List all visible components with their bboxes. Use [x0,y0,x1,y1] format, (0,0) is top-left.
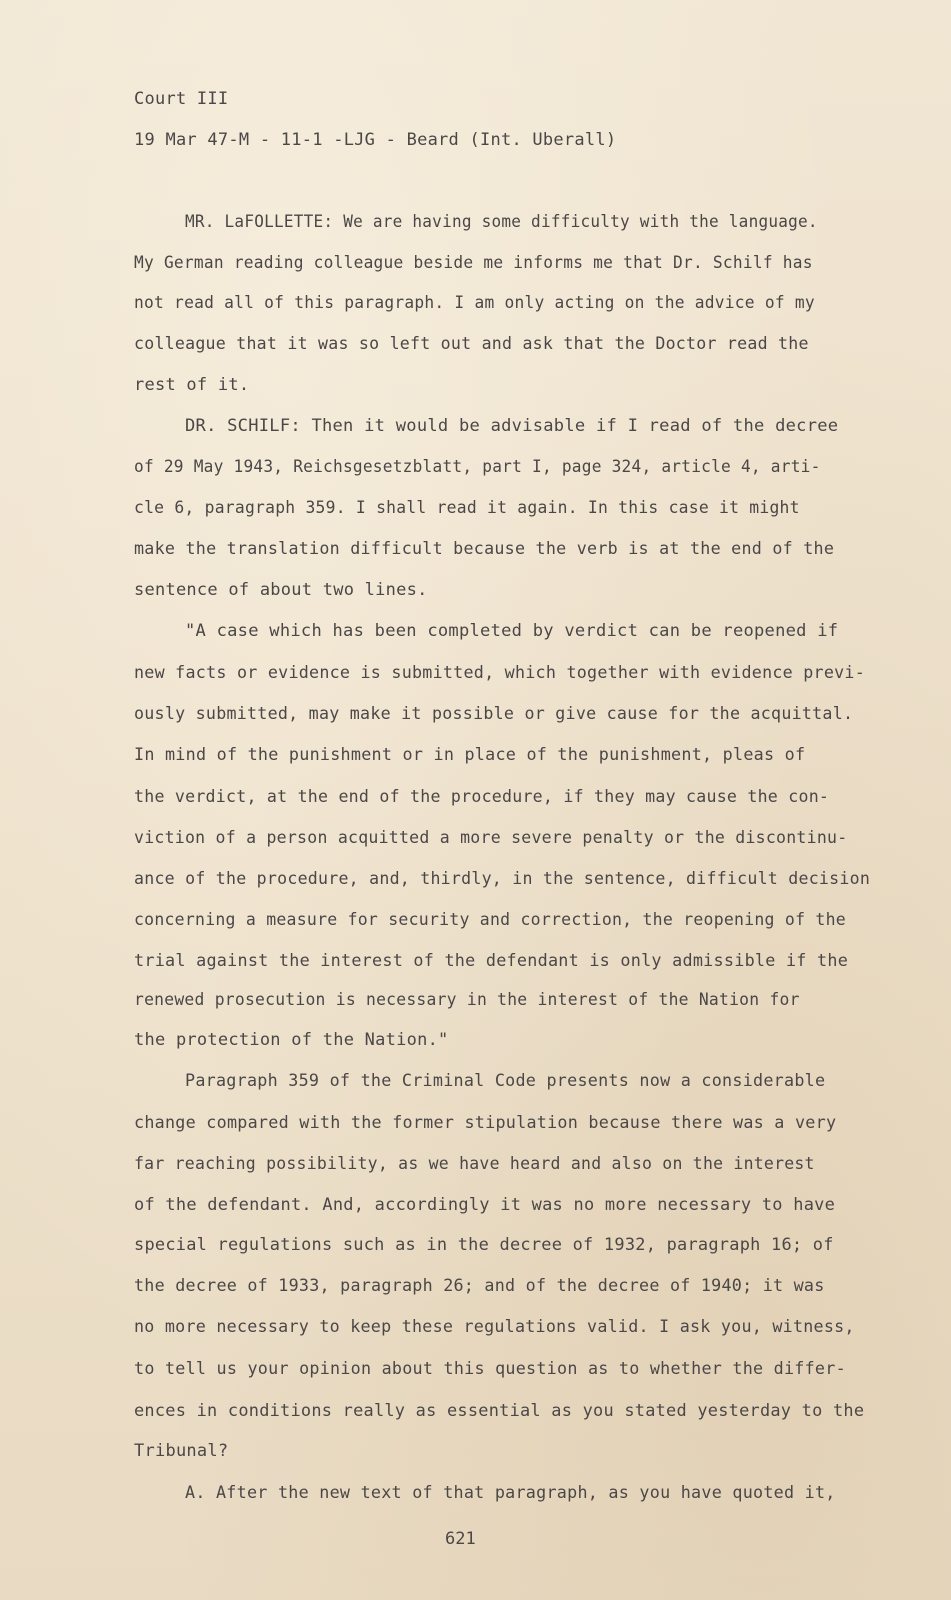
text-line: to tell us your opinion about this question as to whether the differ- [134,1359,846,1379]
text-line: cle 6, paragraph 359. I shall read it again. In this case it might [134,498,800,518]
text-line: A. After the new text of that paragraph, as you have quoted it, [185,1483,836,1503]
text-line: renewed prosecution is necessary in the interest of the Nation for [134,990,800,1010]
text-line: ance of the procedure, and, thirdly, in the sentence, difficult decision [134,869,871,889]
text-line: change compared with the former stipulation because there was a very [134,1113,837,1133]
text-line: no more necessary to keep these regulations valid. I ask you, witness, [134,1317,855,1337]
text-line: "A case which has been completed by verdict can be reopened if [185,621,839,641]
text-line: ously submitted, may make it possible or give cause for the acquittal. [134,704,854,724]
text-line: sentence of about two lines. [134,580,428,600]
text-line: colleague that it was so left out and ask that the Doctor read the [134,334,809,354]
text-line: special regulations such as in the decree of 1932, paragraph 16; of [134,1235,834,1255]
text-line: the decree of 1933, paragraph 26; and of the decree of 1940; it was [134,1276,825,1296]
text-line: ences in conditions really as essential as you stated yesterday to the [134,1401,865,1421]
page-number: 621 [445,1529,476,1549]
text-line: viction of a person acquitted a more severe penalty or the discontinu- [134,828,848,848]
text-line: make the translation difficult because the verb is at the end of the [134,539,835,559]
text-line: In mind of the punishment or in place of the punishment, pleas of [134,745,806,765]
text-line: far reaching possibility, as we have heard and also on the interest [134,1154,815,1174]
text-line: not read all of this paragraph. I am only acting on the advice of my [134,293,815,313]
text-line: the protection of the Nation." [134,1030,449,1050]
court-heading: Court III [134,89,229,109]
text-line: of 29 May 1943, Reichsgesetzblatt, part I, page 324, article 4, arti- [134,457,821,477]
text-line: rest of it. [134,375,250,395]
text-line: Tribunal? [134,1441,229,1461]
text-line: the verdict, at the end of the procedure, if they may cause the con- [134,787,830,807]
text-line: Paragraph 359 of the Criminal Code presents now a considerable [185,1071,826,1091]
text-line: new facts or evidence is submitted, which together with evidence previ- [134,663,866,683]
text-line: MR. LaFOLLETTE: We are having some difficulty with the language. [185,212,818,232]
text-line: My German reading colleague beside me informs me that Dr. Schilf has [134,253,813,273]
text-line: concerning a measure for security and correction, the reopening of the [134,910,846,930]
session-heading: 19 Mar 47-M - 11-1 -LJG - Beard (Int. Uberall) [134,130,617,150]
text-line: of the defendant. And, accordingly it was no more necessary to have [134,1195,836,1215]
text-line: trial against the interest of the defendant is only admissible if the [134,951,849,971]
text-line: DR. SCHILF: Then it would be advisable if I read of the decree [185,416,839,436]
